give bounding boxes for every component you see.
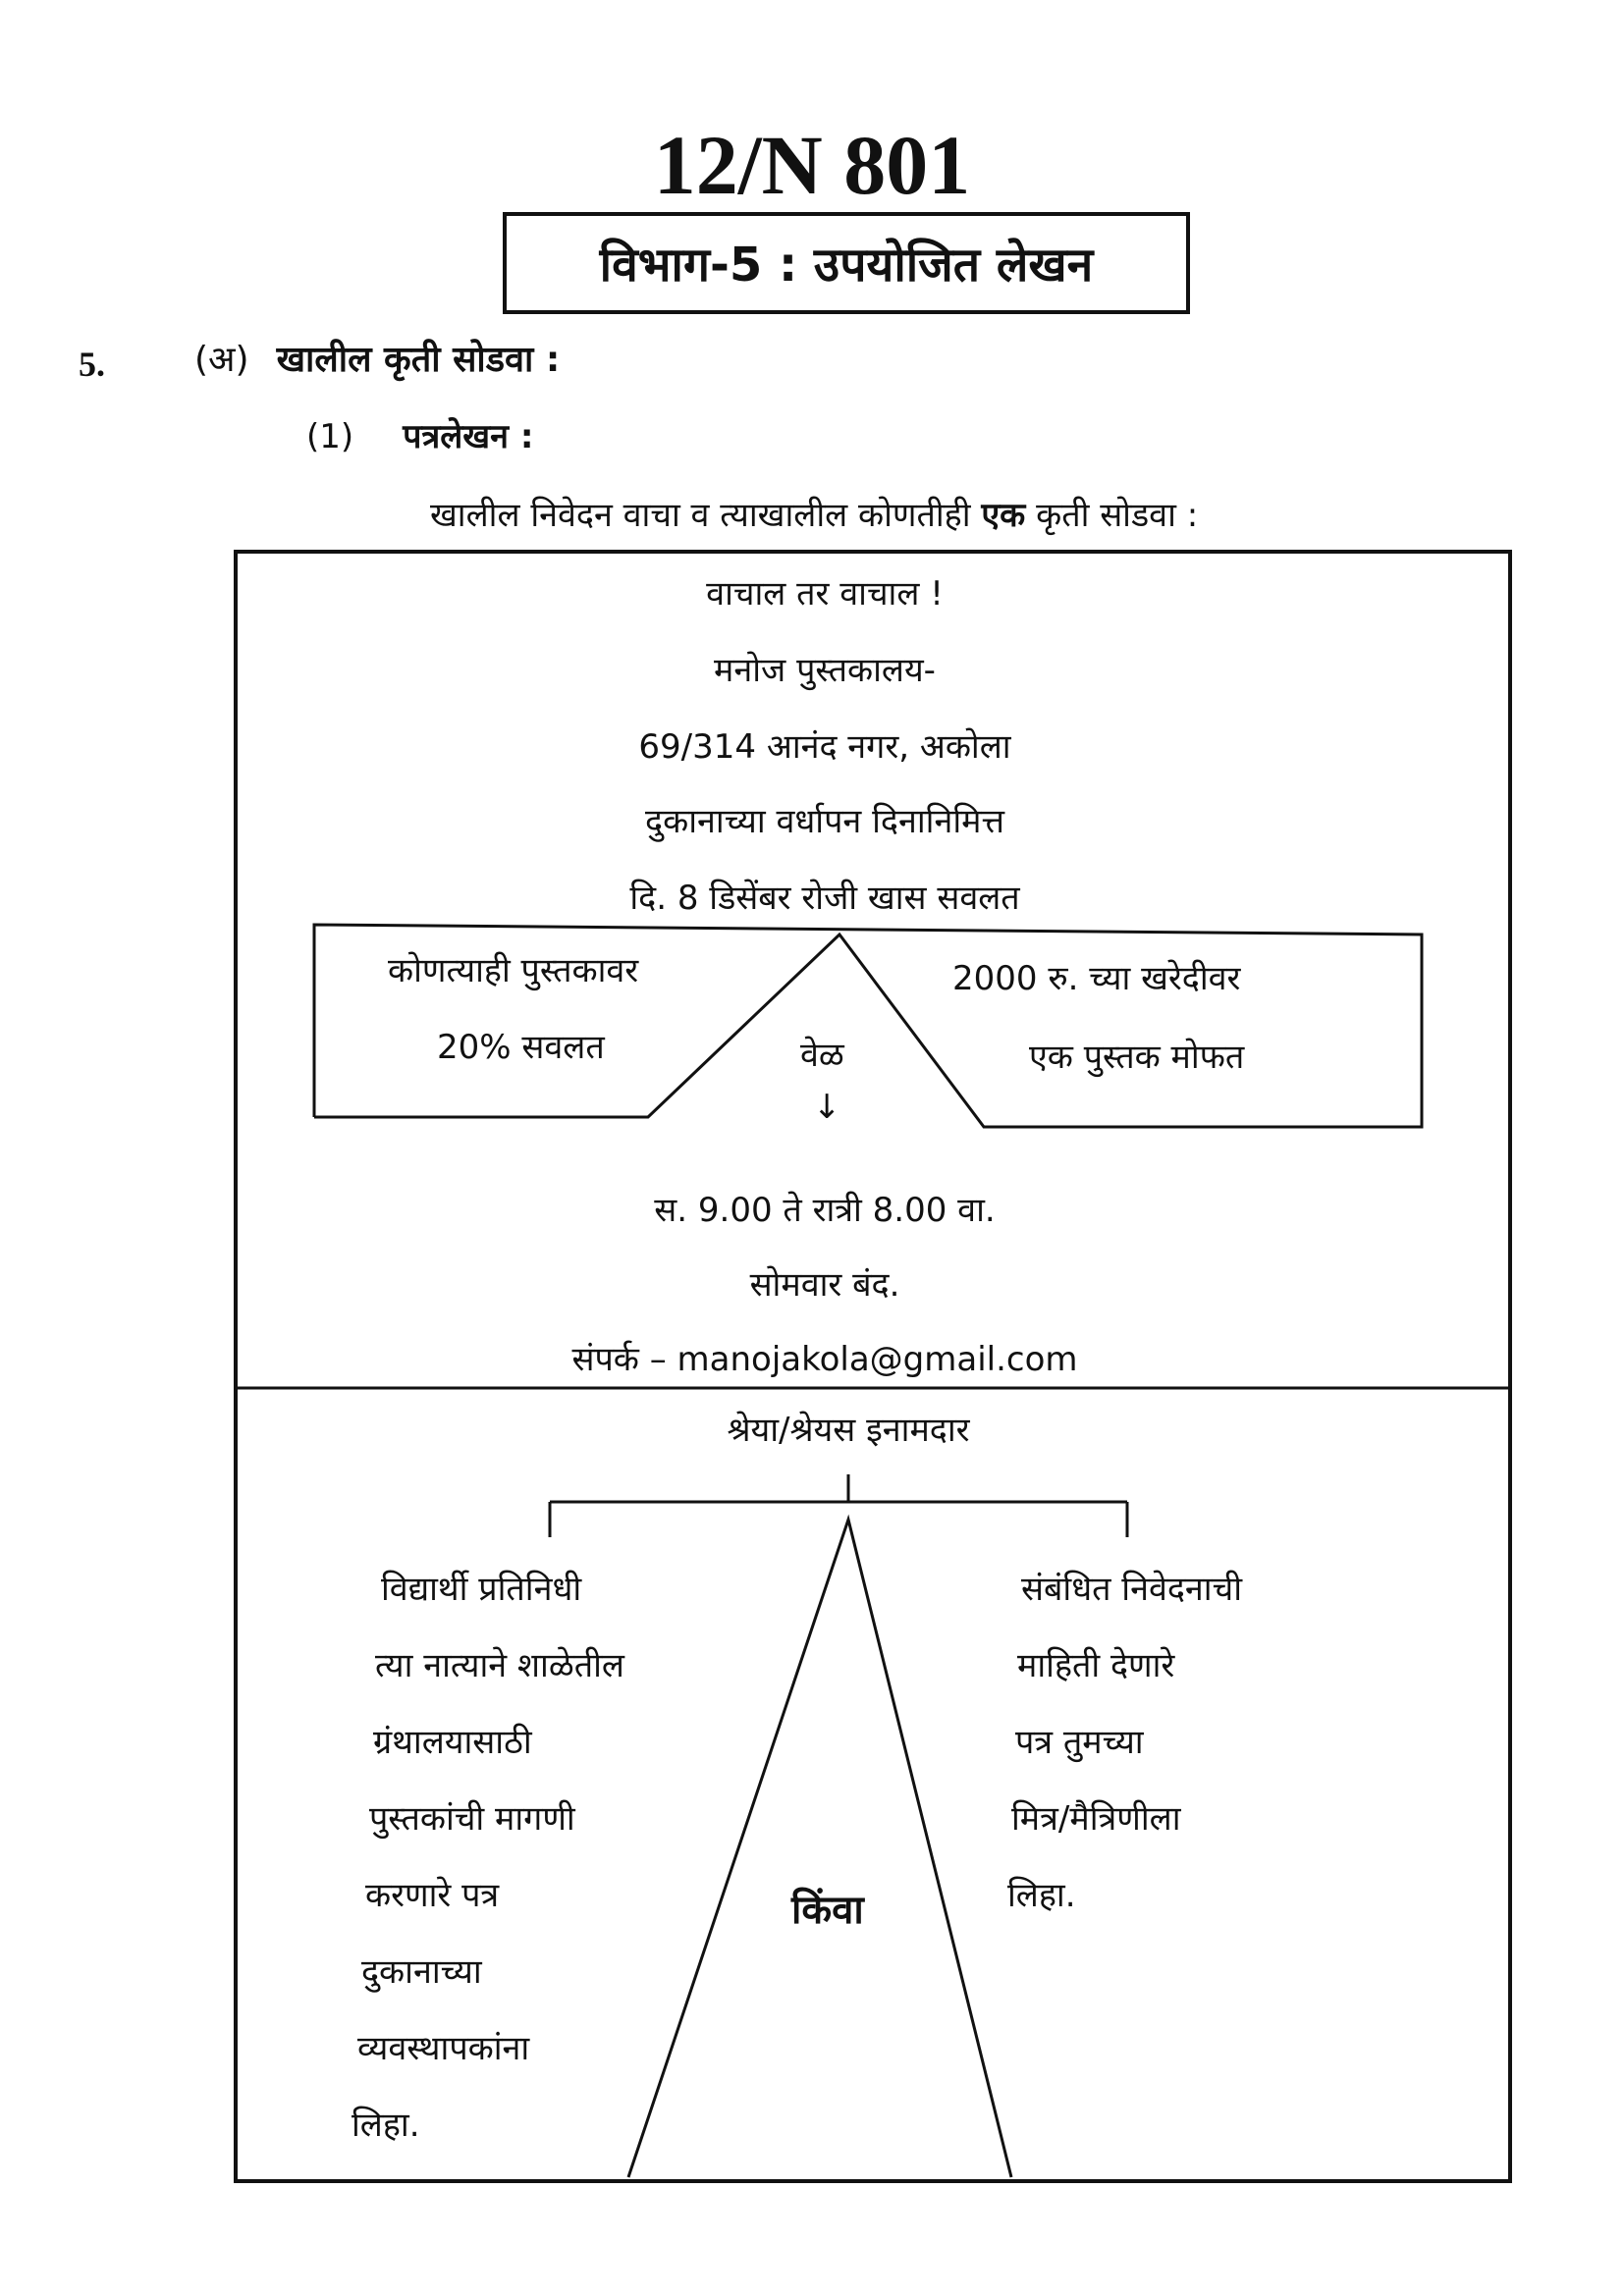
instruction-text: खालील निवेदन वाचा व त्याखालील कोणतीही (430, 496, 971, 535)
sub-label: (1) (306, 417, 354, 456)
or-label: किंवा (791, 1888, 864, 1933)
left-task-line: त्या नात्याने शाळेतील (375, 1646, 624, 1685)
left-task-line: पुस्तकांची मागणी (369, 1799, 575, 1839)
shop-address: 69/314 आनंद नगर, अकोला (638, 727, 1011, 767)
divider-triangle (628, 1520, 1011, 2177)
sub-title: पत्रलेखन : (403, 417, 534, 456)
question-number: 5. (79, 345, 105, 384)
right-task-line: मित्र/मैत्रिणीला (1011, 1799, 1181, 1839)
right-task-line: संबंधित निवेदनाची (1021, 1570, 1243, 1609)
sender-name: श्रेया/श्रेयस इनामदार (727, 1411, 970, 1450)
time-label: वेळ (800, 1036, 844, 1075)
instruction-emphasis: एक (981, 496, 1026, 535)
slogan: वाचाल तर वाचाल ! (706, 574, 944, 614)
part-label: (अ) (194, 340, 249, 380)
offer-right-line1: 2000 रु. च्या खरेदीवर (952, 959, 1241, 998)
offer-right-line2: एक पुस्तक मोफत (1029, 1038, 1245, 1077)
down-arrow-icon: ↓ (813, 1088, 841, 1127)
left-task-line: व्यवस्थापकांना (357, 2029, 530, 2068)
contact: संपर्क – manojakola@gmail.com (571, 1340, 1078, 1379)
offer-left-line1: कोणत्याही पुस्तकावर (388, 951, 639, 990)
right-task-line: पत्र तुमच्या (1015, 1723, 1144, 1762)
left-task-line: लिहा. (352, 2106, 420, 2145)
right-task-line: लिहा. (1007, 1876, 1076, 1915)
left-task-line: विद्यार्थी प्रतिनिधी (381, 1570, 582, 1609)
shop-name: मनोज पुस्तकालय- (714, 651, 936, 690)
left-task-line: करणारे पत्र (365, 1876, 500, 1915)
left-task-line: दुकानाच्या (361, 1952, 482, 1992)
offer-left-line2: 20% सवलत (437, 1028, 605, 1067)
part-title: खालील कृती सोडवा : (276, 340, 561, 380)
timing: स. 9.00 ते रात्री 8.00 वा. (654, 1191, 996, 1230)
paper-code: 12/N 801 (653, 118, 971, 212)
closed-day: सोमवार बंद. (749, 1265, 900, 1305)
instruction-end: कृती सोडवा : (1036, 496, 1199, 535)
left-task-line: ग्रंथालयासाठी (373, 1723, 532, 1762)
date-line: दि. 8 डिसेंबर रोजी खास सवलत (629, 879, 1020, 918)
occasion: दुकानाच्या वर्धापन दिनानिमित्त (645, 802, 1004, 841)
right-task-line: माहिती देणारे (1017, 1646, 1175, 1685)
section-title-box: विभाग-5 : उपयोजित लेखन (503, 212, 1190, 314)
